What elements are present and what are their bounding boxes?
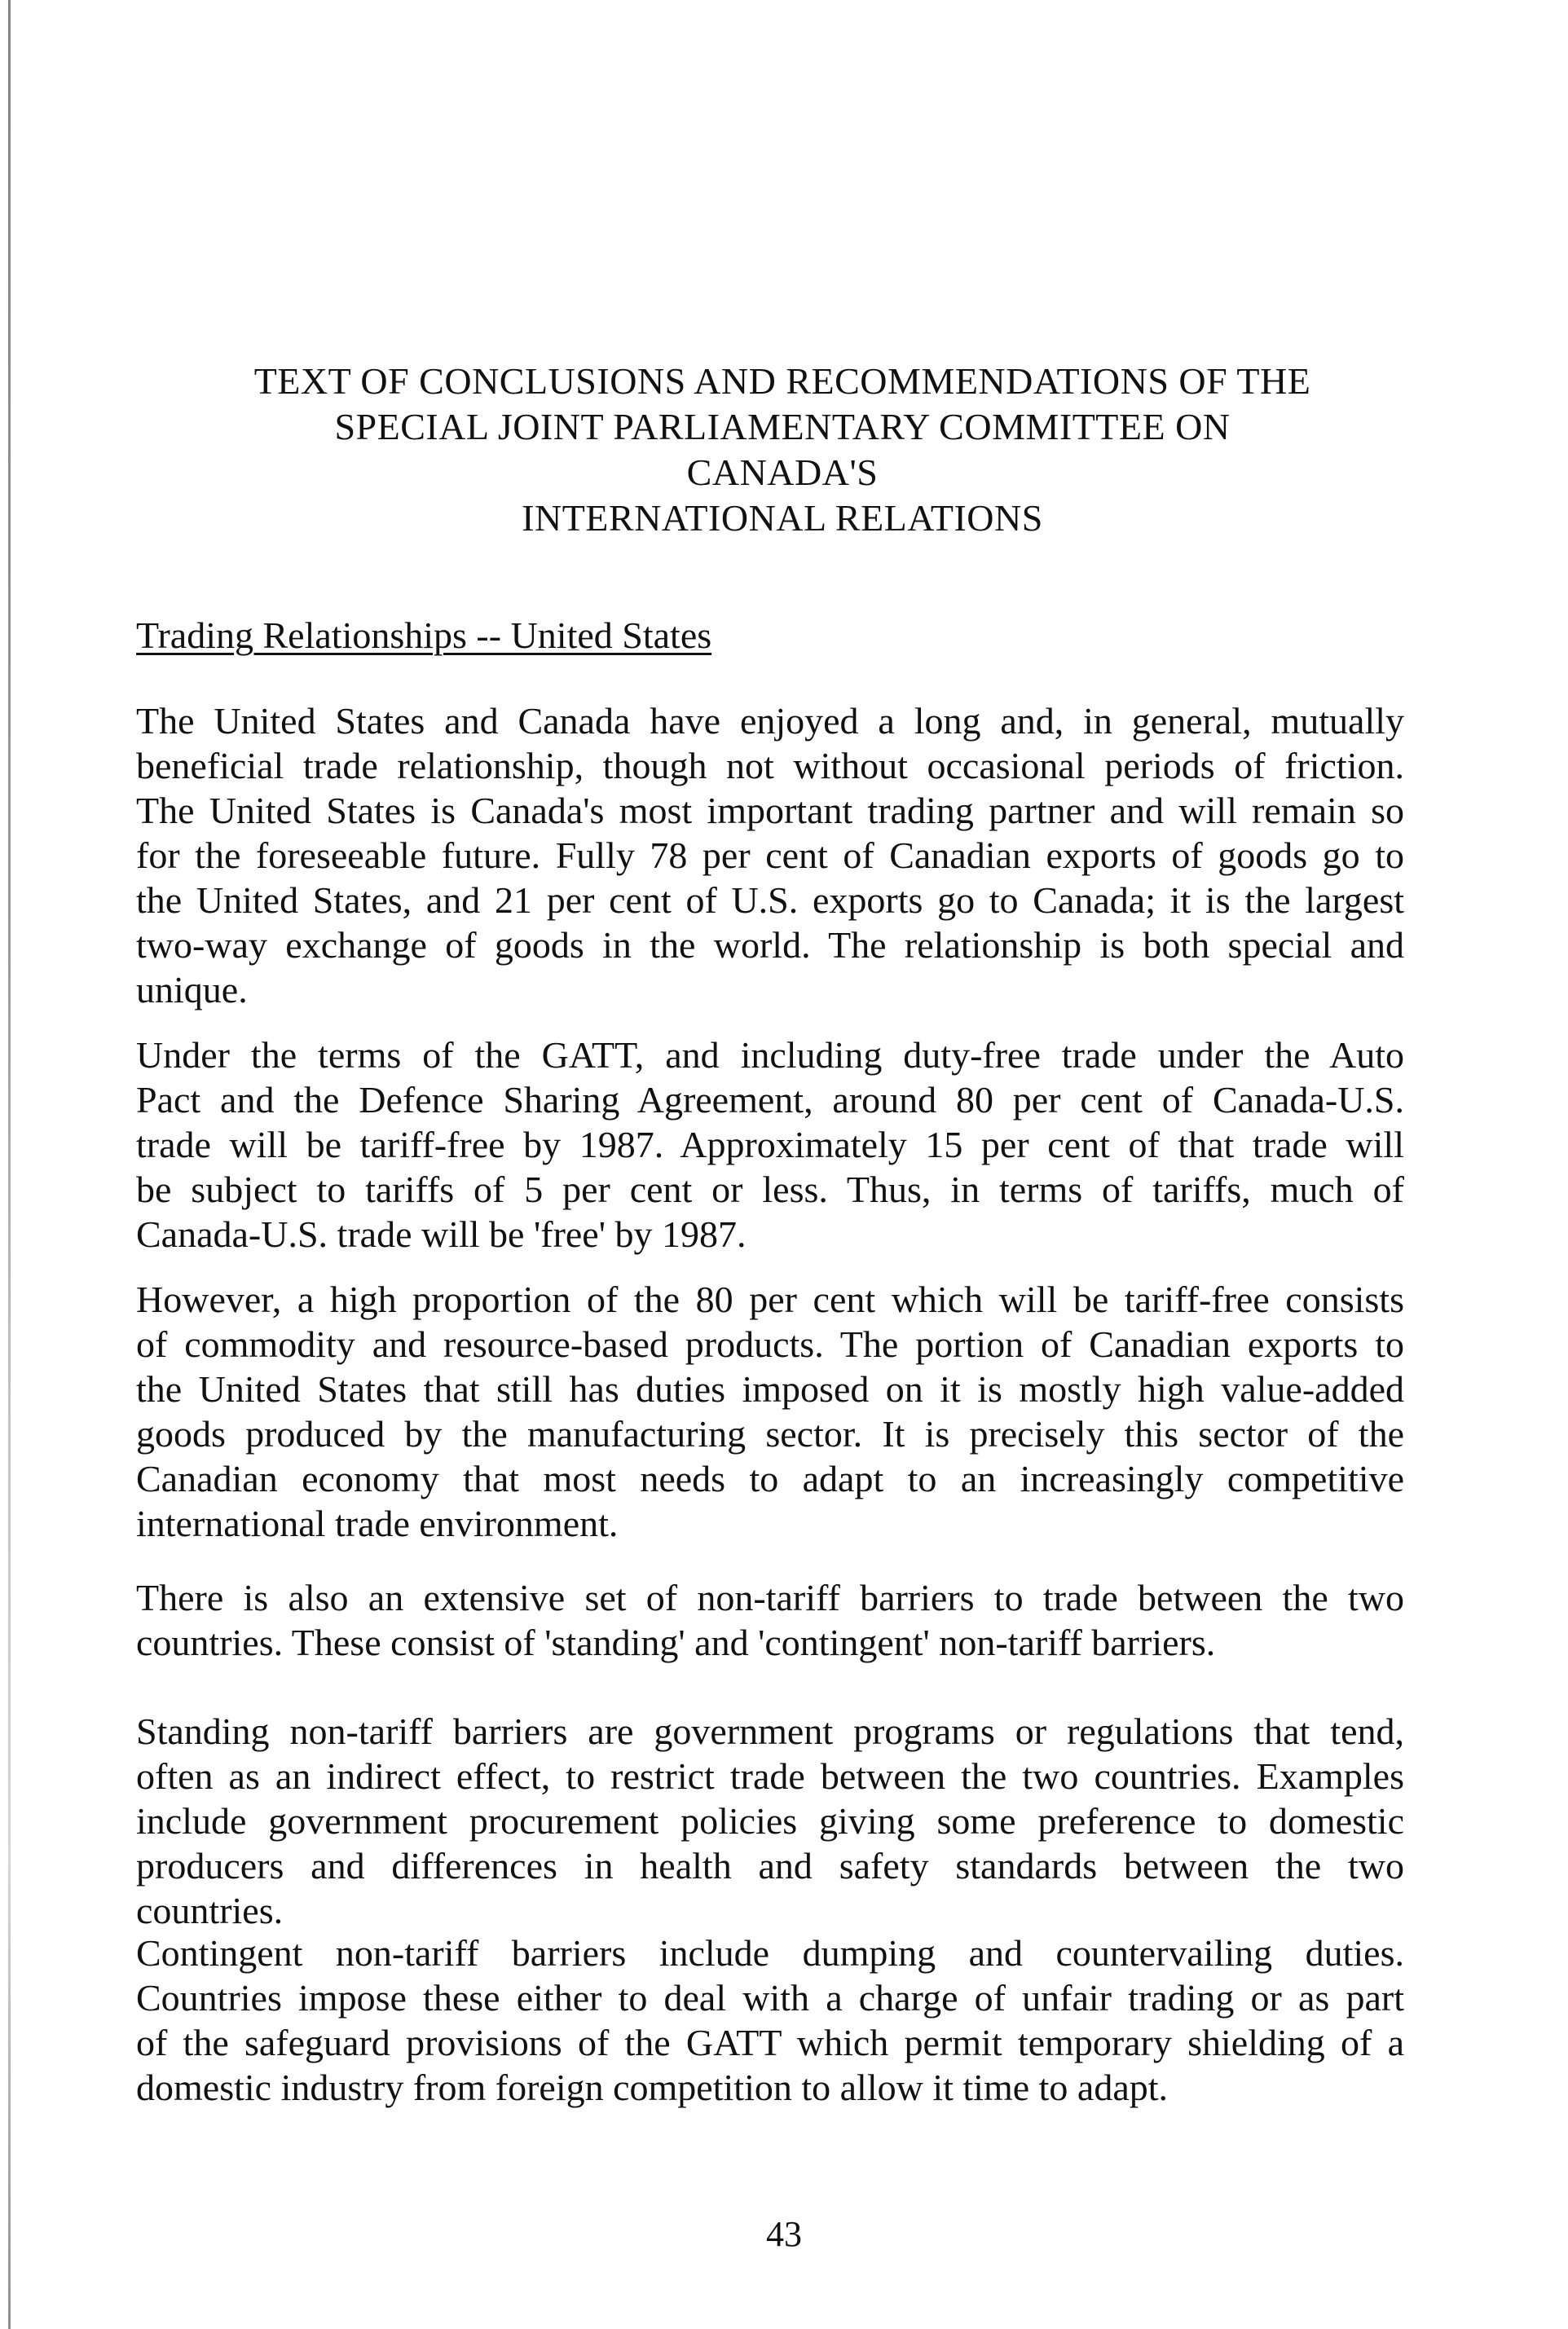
paragraph	[136, 698, 1404, 1012]
section-heading: Trading Relationships -- United States	[136, 614, 712, 656]
text-line: There is also an extensive set of non-tariff barriers to trade between the two	[136, 1577, 1404, 1618]
text-line: the United States that still has duties imposed on it is mostly high value-added	[136, 1368, 1404, 1410]
paragraph	[136, 1931, 1404, 2110]
title-line: SPECIAL JOINT PARLIAMENTARY COMMITTEE ON	[334, 406, 1231, 447]
text-line: trade will be tariff-free by 1987. Approximately 15 per cent of that trade will	[136, 1124, 1404, 1165]
text-line: countries.	[136, 1890, 284, 1931]
text-line: Countries impose these either to deal with a charge of unfair trading or as part	[136, 1977, 1404, 2019]
text-line: include government procurement policies giving some preference to domestic	[136, 1800, 1404, 1842]
text-line: Under the terms of the GATT, and including duty-free trade under the Auto	[136, 1034, 1404, 1076]
page-title	[122, 359, 1442, 541]
text-line: unique.	[136, 969, 248, 1010]
text-line: of commodity and resource-based products. The portion of Canadian exports to	[136, 1323, 1404, 1365]
text-line: goods produced by the manufacturing sector. It is precisely this sector of the	[136, 1413, 1404, 1455]
text-line: beneficial trade relationship, though not without occasional periods of friction.	[136, 745, 1404, 786]
text-line: Pact and the Defence Sharing Agreement, around 80 per cent of Canada-U.S.	[136, 1079, 1404, 1120]
text-line: be subject to tariffs of 5 per cent or less. Thus, in terms of tariffs, much of	[136, 1169, 1404, 1210]
text-line: the United States, and 21 per cent of U.S. exports go to Canada; it is the largest	[136, 879, 1404, 921]
text-line: often as an indirect effect, to restrict trade between the two countries. Examples	[136, 1755, 1404, 1797]
text-line: domestic industry from foreign competition to allow it time to adapt.	[136, 2067, 1169, 2108]
text-line: The United States and Canada have enjoyed a long and, in general, mutually	[136, 700, 1404, 742]
title-line: CANADA'S	[686, 451, 879, 493]
paragraph	[136, 1709, 1404, 1933]
paragraph	[136, 1575, 1404, 1665]
text-line: two-way exchange of goods in the world. The relationship is both special and	[136, 924, 1404, 966]
text-line: for the foreseeable future. Fully 78 per cent of Canadian exports of goods go to	[136, 834, 1404, 876]
text-line: The United States is Canada's most important trading partner and will remain so	[136, 790, 1404, 831]
page-scan-edge	[8, 0, 11, 2329]
text-line: international trade environment.	[136, 1503, 619, 1544]
title-line: TEXT OF CONCLUSIONS AND RECOMMENDATIONS OF THE	[253, 360, 1311, 402]
title-line: INTERNATIONAL RELATIONS	[522, 497, 1043, 539]
text-line: Canadian economy that most needs to adapt to an increasingly competitive	[136, 1458, 1404, 1499]
paragraph	[136, 1032, 1404, 1257]
text-line: Standing non-tariff barriers are government programs or regulations that tend,	[136, 1710, 1404, 1752]
text-line: Contingent non-tariff barriers include dumping and countervailing duties.	[136, 1932, 1404, 1974]
page-number: 43	[766, 2214, 802, 2254]
text-line: Canada-U.S. trade will be 'free' by 1987.	[136, 1213, 747, 1255]
text-line: However, a high proportion of the 80 per cent which will be tariff-free consists	[136, 1279, 1404, 1320]
text-line: of the safeguard provisions of the GATT which permit temporary shielding of a	[136, 2022, 1404, 2063]
paragraph	[136, 1277, 1404, 1546]
text-line: producers and differences in health and safety standards between the two	[136, 1845, 1404, 1887]
text-line: countries. These consist of 'standing' and 'contingent' non-tariff barriers.	[136, 1622, 1216, 1663]
